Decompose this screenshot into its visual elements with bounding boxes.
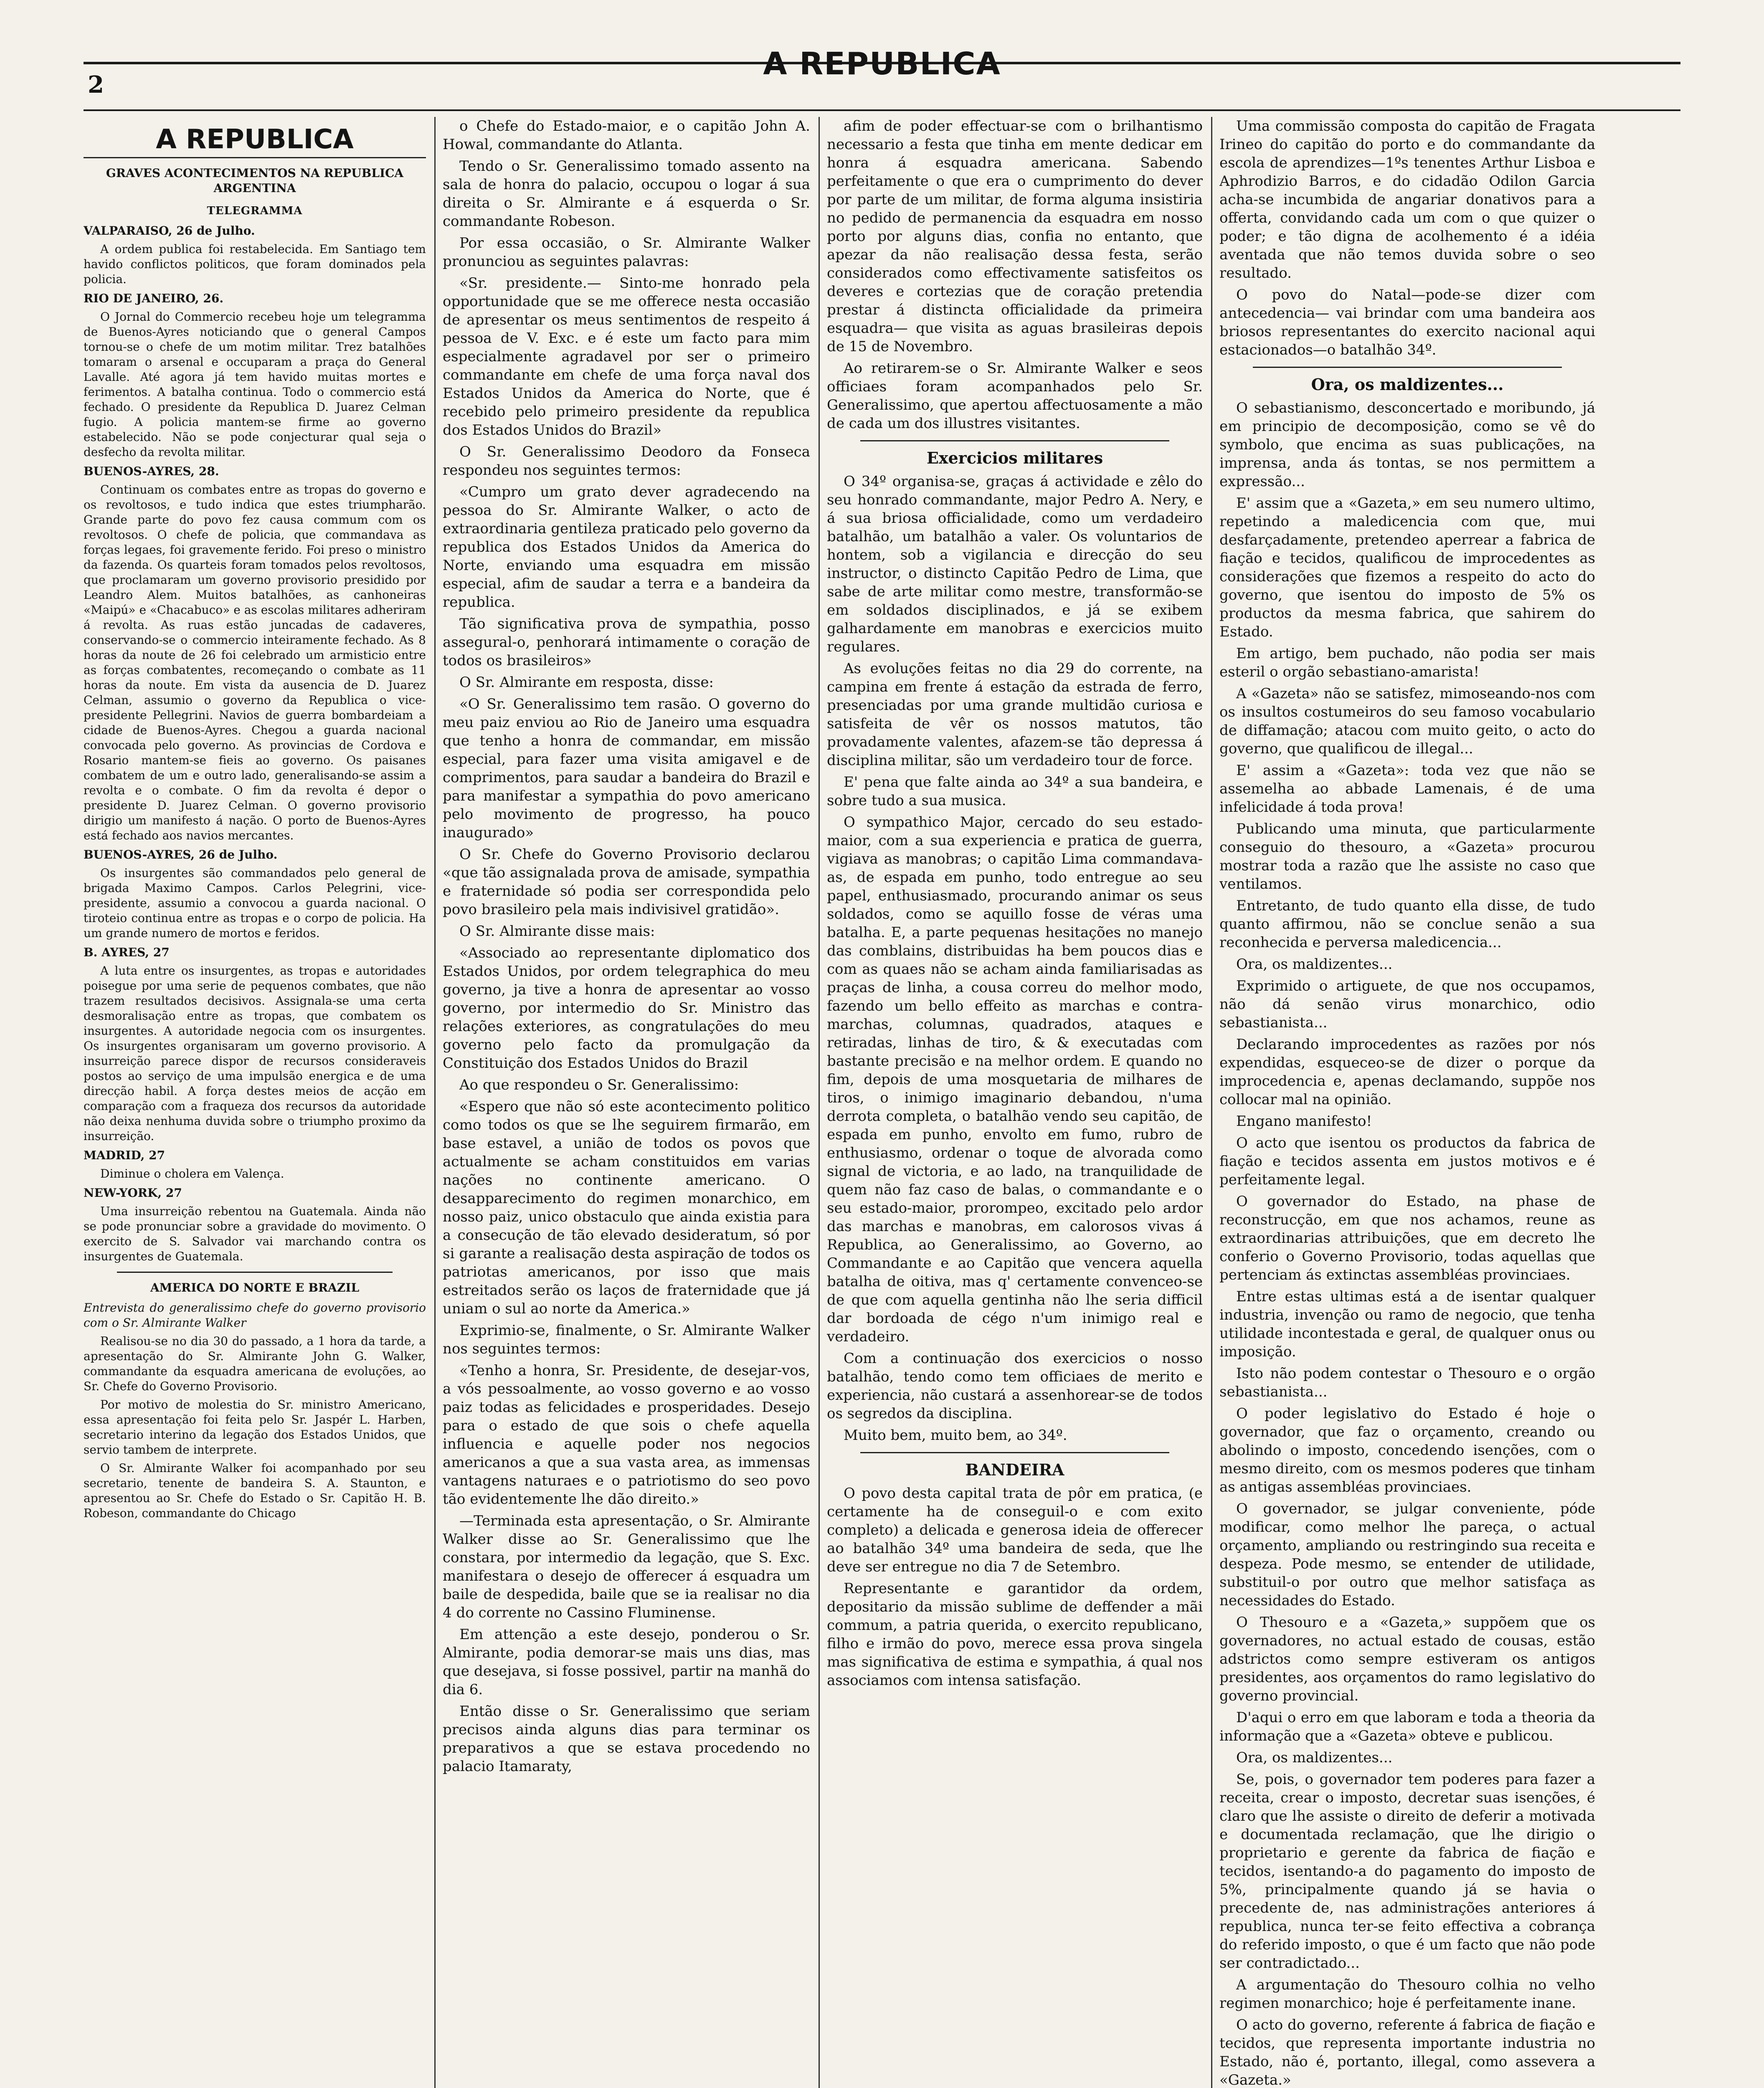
article-body [443,117,810,1776]
dateline: BUENOS-AYRES, 28. [84,464,219,478]
paragraph: —Terminada esta apresentação, o Sr. Almirante Walker disse ao Sr. Generalissimo que lhe constara, por intermedio da legação, que S. Exc. manifestara o desejo de offerecer á esquadra um baile de despedida, baile que se ia realisar no dia 4 do corrente no Cassino Fluminense. [443,1513,810,1621]
article-body [827,1484,1203,1690]
article-body [827,472,1203,1444]
paragraph: Exprimido o artiguete, de que nos occupamos, não dá senão virus monarchico, odio sebastianista... [1219,978,1595,1031]
article-body [84,1334,426,1521]
section-heading: BANDEIRA [965,1460,1064,1479]
paragraph: «Cumpro um grato dever agradecendo na pessoa do Sr. Almirante Walker, o acto de extraordinaria gentileza praticado pelo governo da republica dos Estados Unidos da America do Norte, enviando uma esquadra em missão especial, afim de saudar a terra e a bandeira da republica. [443,484,810,611]
paragraph: Entre estas ultimas está a de isentar qualquer industria, invenção ou ramo de negocio, que tenha utilidade incontestada e geral, de qualquer onus ou imposição. [1219,1288,1595,1360]
paragraph: Uma commissão composta do capitão de Fragata Irineo do capitão do porto e do commandante da escola de aprendizes—1ºs tenentes Arthur Lisboa e Aphrodizio Barros, e do cidadão Odilon Garcia acha-se incumbida de angariar donativos para a offerta, convidando cada um com o que quizer o poder; e tão digna de acolhemento é a idéia aventada que não temos duvida sobre o seo resultado. [1219,118,1595,281]
paragraph: Realisou-se no dia 30 do passado, a 1 hora da tarde, a apresentação do Sr. Almirante John G. Walker, commandante da esquadra americana de evoluções, ao Sr. Chefe do Governo Provisorio. [84,1334,426,1393]
article-body [827,117,1203,433]
paragraph: O acto do governo, referente á fabrica de fiação e tecidos, que representa importante industria no Estado, não é, portanto, illegal, como assevera a «Gazeta.» [1219,2017,1595,2088]
telegram-text: O Jornal do Commercio recebeu hoje um telegramma de Buenos-Ayres noticiando que o general Campos tornou-se o chefe de um motim militar. Trez batalhões tomaram o arsenal e occuparam a praça do General Lavalle. Até agora já tem havido muitas mortes e ferimentos. A batalha continua. Todo o commercio está fechado. O presidente da Republica D. Juarez Celman fugio. A policia mantem-se firme ao governo estabelecido. Não se pode conjecturar qual seja o desfecho da revolta militar. [84,310,426,459]
masthead: A REPUBLICA [763,46,1001,82]
paragraph: Representante e garantidor da ordem, depositario da missão sublime de deffender a mãi commum, a patria querida, o exercito republicano, filho e irmão do povo, merece essa prova singela mas significativa de estima e sympathia, á qual nos associamos com intensa satisfação. [827,1580,1203,1689]
column-separator [434,117,436,2088]
column-2 [443,117,810,2088]
paragraph: O Thesouro e a «Gazeta,» suppõem que os governadores, no actual estado de cousas, estão adstrictos como sempre estiveram os antigos presidentes, aos orçamentos do ramo legislativo do governo provincial. [1219,1614,1595,1704]
paragraph: D'aqui o erro em que laboram e toda a theoria da informação que a «Gazeta» obteve e publicou. [1219,1709,1595,1744]
divider [860,1452,1169,1453]
dateline: BUENOS-AYRES, 26 de Julho. [84,848,278,862]
paragraph: O Sr. Almirante disse mais: [459,923,655,940]
paragraph: Com a continuação dos exercicios o nosso batalhão, tendo como tem officiaes de merito e experiencia, não custará a assenhorear-se de todos os segredos da disciplina. [827,1350,1203,1422]
paragraph: O poder legislativo do Estado é hoje o governador, que faz o orçamento, creando ou abolindo o imposto, concedendo isenções, com o mesmo direito, com os mesmos poderes que tinham as antigas assembléas provinciaes. [1219,1405,1595,1495]
paragraph: Exprimio-se, finalmente, o Sr. Almirante Walker nos seguintes termos: [443,1322,810,1357]
page-number: 2 [88,71,104,99]
paragraph: A argumentação do Thesouro colhia no velho regimen monarchico; hoje é perfeitamente inane. [1219,1977,1595,2012]
paragraph: O acto que isentou os productos da fabrica de fiação e tecidos assenta em justos motivos e é perfeitamente legal. [1219,1135,1595,1188]
paragraph: Em artigo, bem puchado, não podia ser mais esteril o orgão sebastiano-amarista! [1219,645,1595,680]
subsection-heading: TELEGRAMMA [207,205,303,217]
paragraph: «Tenho a honra, Sr. Presidente, de desejar-vos, a vós pessoalmente, ao vosso governo e ao vosso paiz todas as felicidades e prosperidades. Desejo para o estado de que sois o chefe aquella influencia e aquelle poder nos negocios americanos a que a sua vasta area, as immensas vantagens naturaes e o patriotismo do seo povo tão evidentemente lhe dão direito.» [443,1362,810,1508]
telegram-text: A ordem publica foi restabelecida. Em Santiago tem havido conflictos politicos, que foram dominados pela policia. [84,242,426,286]
column-title: A REPUBLICA [84,124,426,158]
telegram-text: Continuam os combates entre as tropas do governo e os revoltosos, e tudo indica que estes triumpharão. Grande parte do povo fez causa commum com os revoltosos. O chefe de policia, que commandava as forças legaes, foi gravemente ferido. Foi preso o ministro da fazenda. Os quarteis foram tomados pelos revoltosos, que proclamaram um governo provisorio presidido por Leandro Alem. Muitos batalhões, as canhoneiras «Maipú» e «Chacabuco» e as escolas militares adheriram á revolta. As ruas estão juncadas de cadaveres, conservando-se o commercio inteiramente fechado. As 8 horas da noute de 26 foi celebrado um armisticio entre as forças combatentes, recomeçando o combate as 11 horas da noute. Em vista da ausencia de D. Juarez Celman, assumio o governo da Republica o vice-presidente Pellegrini. Navios de guerra bombardeiam a cidade de Buenos-Ayres. Chegou a guarda nacional convocada pelo governo. As provincias de Cordova e Rosario mantem-se fieis ao governo. Os paisanes combatem de um e outro lado, generalisando-se assim a revolta e o combate. O fim da revolta é depor o presidente D. Juarez Celman. O governo provisorio dirigio um manifesto á nação. O porto de Buenos-Ayres está fechado aos navios mercantes. [84,483,426,842]
paragraph: E' pena que falte ainda ao 34º a sua bandeira, e sobre tudo a sua musica. [827,774,1203,809]
divider [860,440,1169,441]
newspaper-columns [84,117,1670,2088]
paragraph: Ao retirarem-se o Sr. Almirante Walker e seos officiaes foram acompanhados pelo Sr. Generalissimo, que apertou affectuosamente a mão de cada um dos illustres visitantes. [827,360,1203,432]
paragraph: Ora, os maldizentes... [1236,956,1393,973]
paragraph: Ao que respondeu o Sr. Generalissimo: [459,1077,739,1093]
divider [117,1272,393,1273]
paragraph: «Sr. presidente.— Sinto-me honrado pela opportunidade que se me offerece nesta occasião de apresentar os meus sentimentos de respeito á pessoa de V. Exc. e é este um facto para mim especialmente agradavel por ser o primeiro commandante em chefe de uma força naval dos Estados Unidos da America do Norte, que é recebido pelo primeiro presidente da republica dos Estados Unidos do Brazil» [443,275,810,438]
masthead-rule [84,109,1680,111]
paragraph: o Chefe do Estado-maior, e o capitão John A. Howal, commandante do Atlanta. [443,118,810,153]
dateline: B. AYRES, 27 [84,945,170,959]
paragraph: O 34º organisa-se, graças á actividade e zêlo do seu honrado commandante, major Pedro A. Nery, e á sua briosa officialidade, como um verdadeiro batalhão, um batalhão a valer. Os voluntarios de hontem, sob a vigilancia e direcção do seu instructor, o distincto Capitão Pedro de Lima, que sabe de arte militar como mestre, transformão-se em soldados disciplinados, e já se exibem galhardamente em manobras e exercicios muito regulares. [827,473,1203,655]
divider [1253,367,1562,368]
telegram-list [84,223,426,1264]
paragraph: Declarando improcedentes as razões por nós expendidas, esqueceo-se de dizer o porque da improcedencia e, apenas declamando, suppõe nos collocar mal na opinião. [1219,1036,1595,1108]
section-heading: GRAVES ACONTECIMENTOS NA REPUBLICA ARGENTINA [106,166,404,195]
paragraph: A «Gazeta» não se satisfez, mimoseando-nos com os insultos costumeiros do seu famoso vocabulario de diffamação; atacou com muito geito, o acto do governo, que qualificou de illegal... [1219,685,1595,757]
article-body [1219,117,1595,359]
paragraph: Isto não podem contestar o Thesouro e o orgão sebastianista... [1219,1365,1595,1400]
dateline: RIO DE JANEIRO, 26. [84,291,224,305]
paragraph: «O Sr. Generalissimo tem rasão. O governo do meu paiz enviou ao Rio de Janeiro uma esquadra que tenho a honra de commandar, em missão especial, para fazer uma visita amigavel e de comprimentos, para saudar a bandeira do Brazil e para manifestar a sympathia do povo americano pelo movimento de progresso, ha pouco inaugurado» [443,696,810,841]
section-heading: Ora, os maldizentes... [1311,375,1504,394]
paragraph: O Sr. Almirante Walker foi acompanhado por seu secretario, tenente de bandeira S. A. Staunton, e apresentou ao Sr. Chefe do Estado o Sr. Capitão H. B. Robeson, commandante do Chicago [84,1461,426,1520]
paragraph: Engano manifesto! [1236,1113,1372,1130]
paragraph: Publicando uma minuta, que particularmente conseguio do thesouro, a «Gazeta» procurou mostrar toda a razão que lhe assiste no caso que ventilamos. [1219,821,1595,892]
paragraph: Muito bem, muito bem, ao 34º. [844,1427,1067,1444]
column-separator [1211,117,1212,2088]
paragraph: E' assim que a «Gazeta,» em seu numero ultimo, repetindo a maledicencia com que, mui desfarçadamente, pretendeo aperrear a fabrica de fiação e tecidos, qualificou de improcedentes as considerações que fizemos a respeito do acto do governo, que isentou do imposto de 5% os productos da mesma fabrica, que sahirem do Estado. [1219,495,1595,640]
paragraph: Ora, os maldizentes... [1236,1749,1393,1766]
column-1 [84,117,426,2088]
dateline: NEW-YORK, 27 [84,1186,182,1200]
dateline: MADRID, 27 [84,1148,165,1162]
paragraph: O sebastianismo, desconcertado e moribundo, já em principio de decomposição, como se vê do symbolo, que encima as suas publicações, na imprensa, anda ás tontas, se nos permittem a expressão... [1219,400,1595,490]
paragraph: O sympathico Major, cercado do seu estado-maior, com a sua experiencia e pratica de guerra, vigiava as manobras; o capitão Lima commandava-as, de espada em punho, todo entregue ao seu papel, enthusiasmado, procurando animar os seus soldados, como se aquillo fosse de véras uma batalha. E, a parte pequenas hesitações no manejo das comblains, distribuidas ha bem poucos dias e com as quaes não se acham ainda familiarisadas as praças de linha, a cousa correu do melhor modo, fazendo um bello effeito as marchas e contra-marchas, columnas, quadrados, ataques e retiradas, linhas de tiro, & & executadas com bastante precisão e na melhor ordem. E quando no fim, depois de uma mosquetaria de milhares de tiros, o inimigo imaginario debandou, n'uma derrota completa, o batalhão vendo seu capitão, de espada em punho, envolto em fumo, rubro de enthusiasmo, ordenar o toque de alvorada como signal de victoria, e ao lado, na tranquilidade de quem não faz caso de balas, o commandante e o seu estado-maior, prorompeo, excitado pelo ardor das marchas e manobras, em calorosos vivas á Republica, ao Generalissimo, ao Governo, ao Commandante e ao Capitão que vencera aquella batalha de oitiva, mas q' certamente convenceo-se de que com aquella gentinha não lhe seria difficil dar bordoada de cégo n'um inimigo real e verdadeiro. [827,814,1203,1345]
paragraph: O Sr. Generalissimo Deodoro da Fonseca respondeu nos seguintes termos: [443,443,810,479]
paragraph: O Sr. Chefe do Governo Provisorio declarou «que tão assignalada prova de amisade, sympathia e fraternidade só podia ser correspondida pelo povo brasileiro pela mais indivisivel gratidão». [443,846,810,918]
paragraph: O povo desta capital trata de pôr em pratica, (e certamente ha de conseguil-o e com exito completo) a delicada e generosa ideia de offerecer ao batalhão 34º uma bandeira de seda, que lhe deve ser entregue no dia 7 de Setembro. [827,1485,1203,1575]
paragraph: Tendo o Sr. Generalissimo tomado assento na sala de honra do palacio, occupou o logar á sua direita o Sr. Almirante e á esquerda o Sr. commandante Robeson. [443,158,810,230]
article-body [1219,399,1595,2088]
paragraph: Em attenção a este desejo, ponderou o Sr. Almirante, podia demorar-se mais uns dias, mas que desejava, si fosse possivel, partir na manhã do dia 6. [443,1626,810,1698]
column-separator [819,117,820,2088]
paragraph: O governador, se julgar conveniente, póde modificar, como melhor lhe pareça, o actual orçamento, ampliando ou restringindo sua receita e despeza. Pode mesmo, se entender de utilidade, substituil-o por outro que melhor satisfaça as necessidades do Estado. [1219,1500,1595,1609]
paragraph: E' assim a «Gazeta»: toda vez que não se assemelha ao abbade Lamenais, é de uma infelicidade á toda prova! [1219,762,1595,816]
column-3 [827,117,1203,2088]
paragraph: «Associado ao representante diplomatico dos Estados Unidos, por ordem telegraphica do meu governo, ja tive a honra de apresentar ao vosso governo, por intermedio do Sr. Ministro das relações exteriores, as congratulações do meu governo pelo facto da promulgação da Constituição dos Estados Unidos do Brazil [443,945,810,1072]
paragraph: Tão significativa prova de sympathia, posso assegural-o, penhorará intimamente o coração de todos os brasileiros» [443,616,810,669]
article-subtitle: Entrevista do generalissimo chefe do governo provisorio com o Sr. Almirante Walker [84,1301,426,1330]
paragraph: O povo do Natal—pode-se dizer com antecedencia— vai brindar com uma bandeira aos briosos representantes do exercito nacional aqui estacionados—o batalhão 34º. [1219,286,1595,358]
paragraph: Por essa occasião, o Sr. Almirante Walker pronunciou as seguintes palavras: [443,235,810,270]
section-heading: Exercicios militares [926,449,1103,467]
paragraph: O Sr. Almirante em resposta, disse: [459,674,714,691]
article-title: AMERICA DO NORTE E BRAZIL [150,1281,360,1295]
column-4 [1219,117,1595,2088]
telegram-text: Diminue o cholera em Valença. [100,1167,284,1181]
paragraph: Por motivo de molestia do Sr. ministro Americano, essa apresentação foi feita pelo Sr. Jaspér L. Harben, secretario interino da legação dos Estados Unidos, que servio tambem de interprete. [84,1398,426,1457]
telegram-text: Uma insurreição rebentou na Guatemala. Ainda não se pode pronunciar sobre a gravidade do movimento. O exercito de S. Salvador vai marchando contra os insurgentes de Guatemala. [84,1204,426,1263]
paragraph: O governador do Estado, na phase de reconstrucção, em que nos achamos, reune as extraordinarias attribuições, que em decreto lhe conferio o Governo Provisorio, todas aquellas que pertenciam ás extinctas assembléas provinciaes. [1219,1193,1595,1283]
telegram-text: A luta entre os insurgentes, as tropas e autoridades poisegue por uma serie de pequenos combates, que não trazem resultados decisivos. Assignala-se uma certa desmoralisação entre as tropas, que combatem os insurgentes. A autoridade negocia com os insurgentes. Os insurgentes organisaram um governo provisorio. A insurreição parece dispor de recursos consideraveis postos ao serviço de uma impulsão energica e de uma direcção habil. A força destes meios de acção em comparação com a fraqueza dos recursos da autoridade não deixa nenhuma duvida sobre o triumpho proximo da insurreição. [84,964,426,1143]
paragraph: afim de poder effectuar-se com o brilhantismo necessario a festa que tinha em mente dedicar em honra á esquadra americana. Sabendo perfeitamente o que era o cumprimento do dever por parte de um militar, de forma alguma insistiria no pedido de permanencia da esquadra em nosso porto por alguns dias, confia no entanto, que apezar da não realisação dessa festa, serão considerados como effectivamente satisfeitos os deveres e cortezias que de coração pretendia prestar á distincta officialidade da primeira esquadra— que visita as aguas brasileiras depois de 15 de Novembro. [827,118,1203,355]
paragraph: Então disse o Sr. Generalissimo que seriam precisos ainda alguns dias para terminar os preparativos a que se estava procedendo no palacio Itamaraty, [443,1703,810,1775]
paragraph: «Espero que não só este acontecimento politico como todos os que se lhe seguirem firmarão, em base estavel, a união de todos os povos que actualmente se acham constituidos em varias nações no continente americano. O desapparecimento do regimen monarchico, em nosso paiz, unico obstaculo que ainda existia para a consecução de tão elevado desideratum, só por si garante a realisação desta aspiração de todos os patriotas americanos, por isso que mais estreitados serão os laços de fraternidade que já uniam o sul ao norte da America.» [443,1098,810,1317]
paragraph: Entretanto, de tudo quanto ella disse, de tudo quanto affirmou, não se conclue senão a sua reconhecida e perversa maledicencia... [1219,897,1595,951]
paragraph: As evoluções feitas no dia 29 do corrente, na campina em frente á estação da estrada de ferro, presenciadas por uma grande multidão curiosa e satisfeita de vêr os nossos matutos, tão provadamente valentes, afazem-se tão depressa á disciplina militar, são um verdadeiro tour de force. [827,660,1203,769]
paragraph: Se, pois, o governador tem poderes para fazer a receita, crear o imposto, decretar suas isenções, é claro que lhe assiste o direito de deferir a motivada e documentada reclamação, que lhe dirigio o proprietario e gerente da fabrica de fiação e tecidos, isentando-a do pagamento do imposto de 5%, principalmente quando já se havia o precedente de, nas administrações anteriores á republica, nunca ter-se feito effectiva a cobrança do referido imposto, o que é um facto que não pode ser contradictado... [1219,1771,1595,1971]
dateline: VALPARAISO, 26 de Julho. [84,224,255,238]
telegram-text: Os insurgentes são commandados pelo general de brigada Maximo Campos. Carlos Pelegrini, vice-presidente, assumio a convocou a guarda nacional. O tiroteio continua entre as tropas e o corpo de policia. Ha um grande numero de mortos e feridos. [84,866,426,940]
